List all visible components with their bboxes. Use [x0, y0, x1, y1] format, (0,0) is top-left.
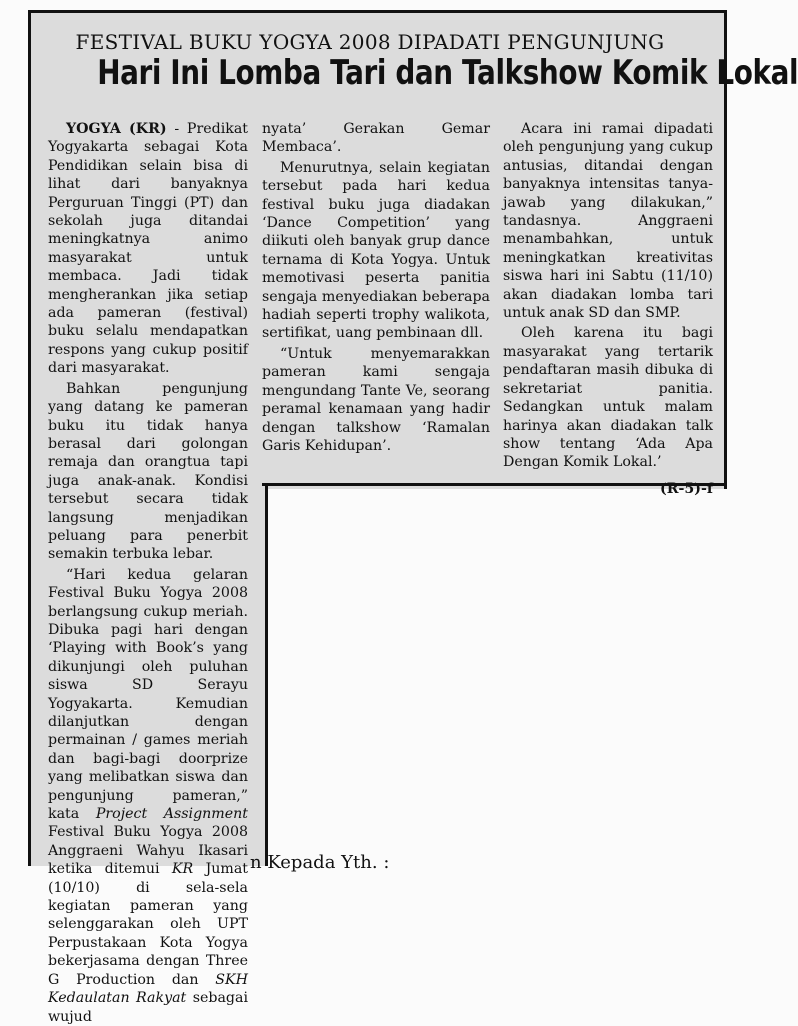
paragraph-text: sebagai wujud	[48, 990, 248, 1025]
italic-text: KR	[171, 861, 194, 878]
paragraph-text: Jumat (10/10) di sela-sela kegiatan pameran yang selenggarakan oleh UPT Perpustakaan Kota Yogya bekerjasama dengan Three G Production dan	[48, 861, 249, 988]
paragraph: Bahkan pengunjung yang datang ke pameran buku itu tidak hanya berasal dari golongan remaja dan orangtua tapi juga anak-anak. Kondisi tersebut secara tidak langsung menjadikan peluang para penerbit semakin terbuka lebar.	[48, 380, 248, 563]
italic-text: SKH Kedaulatan Rakyat	[48, 971, 248, 1007]
paragraph: Acara ini ramai dipadati oleh pengunjung yang cukup antusias, ditandai dengan banyaknya intensitas tanya-jawab yang dilakukan,” tandasnya. Anggraeni menambahkan, untuk meningkatkan kreativitas siswa hari ini Sabtu (11/10) akan diadakan lomba tari untuk anak SD dan SMP.	[503, 121, 713, 322]
article-signature: (R-5)-f	[660, 480, 713, 497]
paragraph: Oleh karena itu bagi masyarakat yang tertarik pendaftaran masih dibuka di sekretariat panitia. Sedangkan untuk malam harinya akan diadakan talk show tentang ‘Ada Apa Dengan Komik Lokal.’	[503, 325, 713, 471]
paragraph: “Untuk menyemarakkan pameran kami sengaja mengundang Tante Ve, seorang peramal kenamaan yang hadir dengan talkshow ‘Ramalan Garis Kehidupan’.	[262, 345, 490, 454]
footer-stamp-text: n Kepada Yth. :	[250, 852, 390, 873]
article-dateline: YOGYA (KR)	[66, 121, 167, 137]
paragraph	[48, 566, 248, 1026]
paragraph: Menurutnya, selain kegiatan tersebut pada hari kedua festival buku juga diadakan ‘Dance Competition’ yang diikuti oleh banyak grup dance ternama di Kota Yogya. Untuk memotivasi peserta panitia sengaja menyediakan beberapa hadiah seperti trophy walikota, sertifikat, uang pembinaan dll.	[262, 159, 490, 342]
paragraph-text: Festival Buku Yogya 2008 Anggraeni Wahyu Ikasari ketika ditemui	[48, 824, 248, 878]
paragraph-text: “Hari kedua gelaran Festival Buku Yogya 2008 berlangsung cukup meriah. Dibuka pagi hari dengan ‘Playing with Book’s yang dikunjungi oleh puluhan siswa SD Serayu Yogyakarta. Kemudian dilanjutkan dengan permainan / games meriah dan bagi-bagi doorprize yang melibatkan siswa dan pengunjung pameran,” kata	[48, 566, 248, 823]
paragraph: nyata’ Gerakan Gemar Membaca’.	[262, 121, 490, 156]
paragraph-text: - Predikat Yogyakarta sebagai Kota Pendidikan selain bisa di lihat dari banyaknya Perguruan Tinggi (PT) dan sekolah juga ditandai meningkatnya animo masyarakat untuk membaca. Jadi tidak mengherankan jika setiap ada pameran (festival) buku selalu mendapatkan respons yang cukup positif dari masyarakat.	[48, 121, 248, 377]
article-column-2	[262, 120, 490, 455]
article-column-3	[503, 120, 713, 498]
article-kicker: FESTIVAL BUKU YOGYA 2008 DIPADATI PENGUNJUNG	[75, 30, 665, 54]
article-headline: Hari Ini Lomba Tari dan Talkshow Komik Lokal	[97, 53, 798, 93]
article-column-1	[48, 120, 248, 1026]
page-top-edge	[0, 0, 727, 10]
italic-text: Project Assignment	[95, 806, 248, 823]
